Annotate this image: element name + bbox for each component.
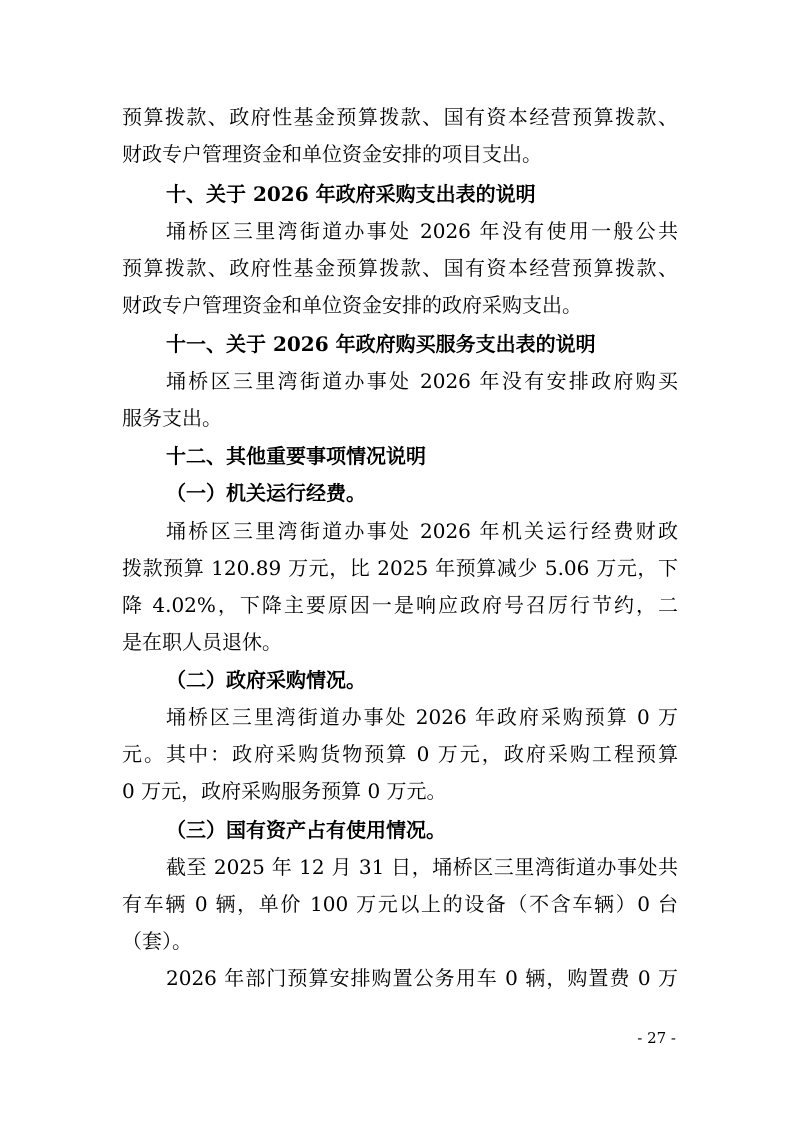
body-text-line: 服务支出。	[122, 406, 222, 430]
subsection-heading: （三）国有资产占有使用情况。	[166, 818, 446, 842]
section-heading: 十一、关于 2026 年政府购买服务支出表的说明	[166, 332, 596, 356]
body-text-line: 预算拨款、政府性基金预算拨款、国有资本经营预算拨款、	[122, 105, 678, 129]
body-text-line: 埇桥区三里湾街道办事处 2026 年政府采购预算 0 万	[166, 705, 678, 729]
section-heading: 十二、其他重要事项情况说明	[166, 444, 426, 468]
body-text-line: 降 4.02%，下降主要原因一是响应政府号召厉行节约，二	[122, 593, 678, 617]
body-text-line: 财政专户管理资金和单位资金安排的项目支出。	[122, 142, 542, 166]
section-heading: 十、关于 2026 年政府采购支出表的说明	[166, 182, 536, 206]
body-text-line: 有车辆 0 辆，单价 100 万元以上的设备（不含车辆）0 台	[122, 892, 678, 916]
body-text-line: 元。其中：政府采购货物预算 0 万元，政府采购工程预算	[122, 742, 678, 766]
body-text-line: （套）。	[122, 929, 192, 953]
body-text-line: 拨款预算 120.89 万元，比 2025 年预算减少 5.06 万元，下	[122, 556, 678, 580]
body-text-line: 截至 2025 年 12 月 31 日，埇桥区三里湾街道办事处共	[166, 855, 678, 879]
body-text-line: 0 万元，政府采购服务预算 0 万元。	[122, 779, 447, 803]
body-text-line: 埇桥区三里湾街道办事处 2026 年没有使用一般公共	[166, 219, 678, 243]
body-text-line: 预算拨款、政府性基金预算拨款、国有资本经营预算拨款、	[122, 256, 678, 280]
body-text-line: 埇桥区三里湾街道办事处 2026 年机关运行经费财政	[166, 519, 678, 543]
subsection-heading: （二）政府采购情况。	[166, 668, 366, 692]
body-text-line: 埇桥区三里湾街道办事处 2026 年没有安排政府购买	[166, 369, 678, 393]
subsection-heading: （一）机关运行经费。	[166, 481, 366, 505]
body-text-line: 财政专户管理资金和单位资金安排的政府采购支出。	[122, 293, 582, 317]
page-number: - 27 -	[637, 1029, 676, 1047]
body-text-line: 是在职人员退休。	[122, 630, 282, 654]
body-text-line: 2026 年部门预算安排购置公务用车 0 辆，购置费 0 万	[166, 966, 678, 990]
